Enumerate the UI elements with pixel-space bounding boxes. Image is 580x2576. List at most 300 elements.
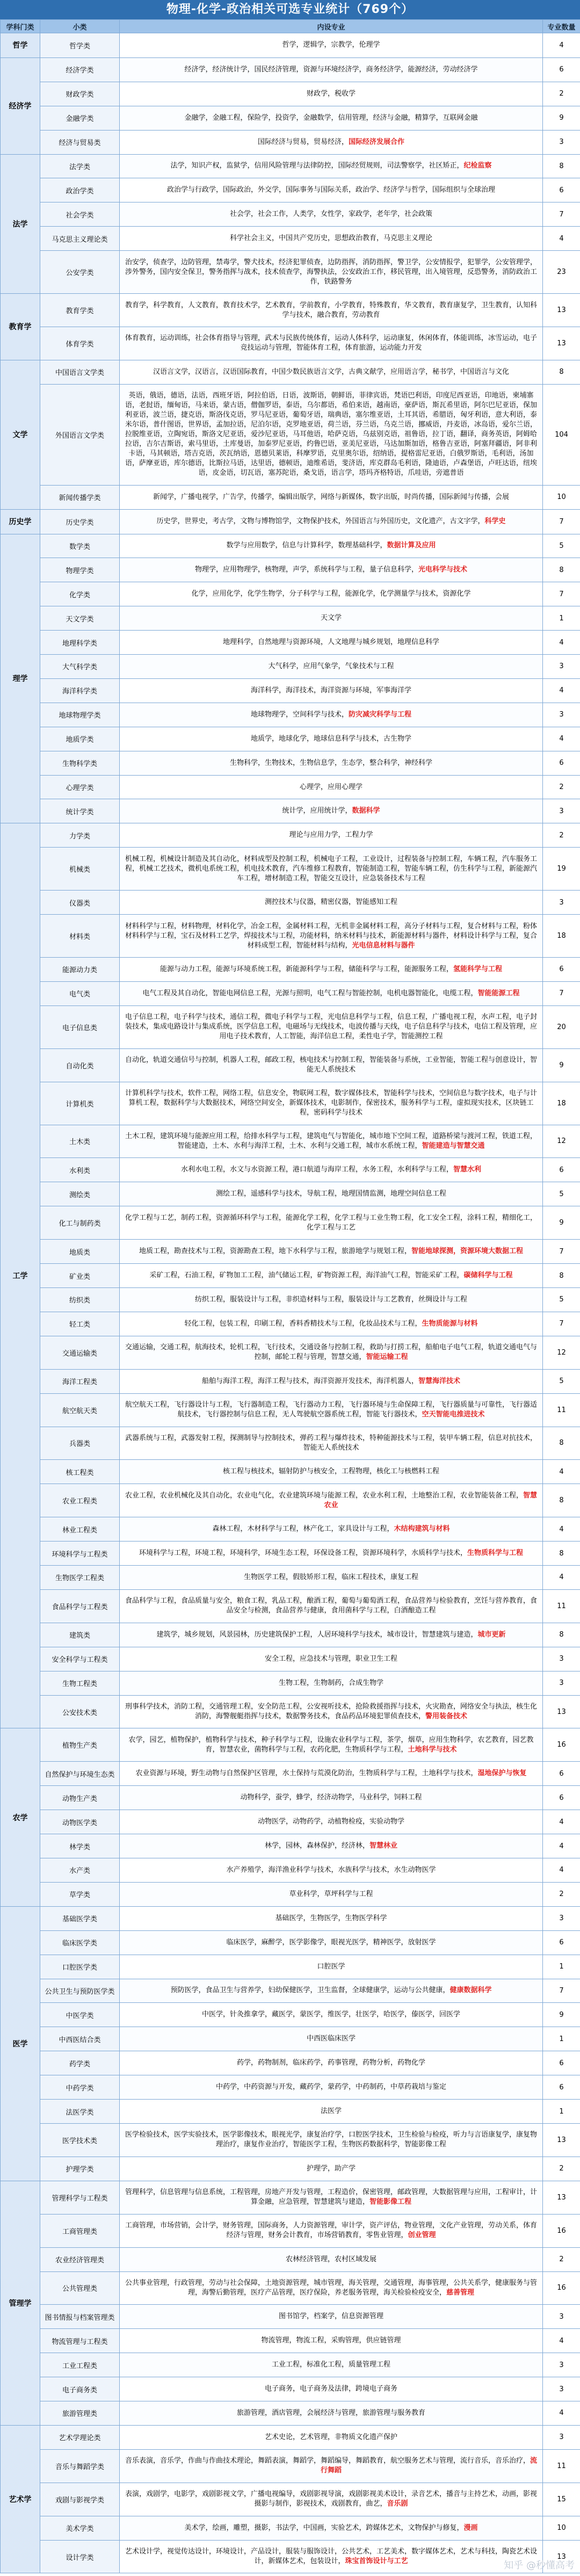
subclass-cell: 兵器类	[40, 1427, 120, 1460]
count-cell: 8	[543, 1427, 580, 1460]
majors-text: 音乐表演，音乐学，作曲与作曲技术理论，舞蹈表演，舞蹈学，舞蹈编导，舞蹈教育，航空服务艺术与管理，流行音乐，音乐治疗，	[125, 2457, 530, 2465]
majors-text: 自动化，轨道交通信号与控制，机器人工程，邮政工程，核电技术与控制工程，智能装备与系统，工业智能，智能工程与创意设计，智能无人系统技术	[125, 1056, 537, 1074]
majors-text: 土木工程，建筑环境与能源应用工程，给排水科学与工程，建筑电气与智能化，城市地下空间工程，道路桥梁与渡河工程，铁道工程，智能建造，土木、水利与海洋工程，土木、水利与交通工程，城市水系统工程，	[125, 1132, 537, 1150]
subclass-cell: 工商管理类	[40, 2214, 120, 2247]
count-cell: 7	[543, 202, 580, 227]
category-cell: 经济学	[1, 57, 40, 154]
table-row	[1, 751, 580, 775]
majors-text: 电子信息工程，电子科学与技术，通信工程，微电子科学与工程，光电信息科学与工程，信息工程，广播电视工程，水声工程，电子封装技术，集成电路设计与集成系统，医学信息工程，电磁场与无线技术，电波传播与天线，电子信息科学与技术，电信工程及管理，应用电子技术教育，人工智能，海洋信息工程，柔性电子学，智能测控工程	[125, 1013, 537, 1041]
count-cell: 6	[543, 751, 580, 775]
majors-text: 材料科学与工程，材料物理，材料化学，冶金工程，金属材料工程，无机非金属材料工程，高分子材料与工程，复合材料与工程，粉体材料科学与工程，宝石及材料工艺学，焊接技术与工程，功能材料，纳米材料与技术，新能源材料与器件，材料设计科学与工程，复合材料成型工程，智能材料与结构，	[125, 922, 537, 950]
table-row	[1, 1589, 580, 1623]
majors-text: 物理学，应用物理学，核物理，声学，系统科学与工程，量子信息科学，	[194, 566, 418, 574]
count-cell: 1	[543, 2027, 580, 2051]
majors-cell	[120, 1542, 543, 1566]
subclass-cell: 生物工程类	[40, 1671, 120, 1695]
new-major-highlight: 智慧水利	[453, 1166, 482, 1174]
subclass-cell: 电子商务类	[40, 2377, 120, 2401]
majors-text: 新闻学，广播电视学，广告学，传播学，编辑出版学，网络与新媒体，数字出版，时尚传播，国际新闻与传播，会展	[153, 493, 509, 501]
majors-text: 医学检验技术，医学实验技术，医学影像技术，眼视光学，康复治疗学，口腔医学技术，卫生检验与检疫，听力与言语康复学，康复物理治疗，康复作业治疗，智能医学工程，生物医药数据科学，智能影像工程	[125, 2131, 537, 2149]
subclass-cell: 公共管理类	[40, 2271, 120, 2305]
table-row	[1, 106, 580, 130]
majors-cell	[120, 1517, 543, 1542]
count-cell: 9	[543, 106, 580, 130]
count-cell: 4	[543, 1858, 580, 1883]
majors-cell	[120, 227, 543, 251]
table-row	[1, 534, 580, 558]
majors-text: 农学，园艺，植物保护，植物科学与技术，种子科学与工程，设施农业科学与工程，茶学，烟草，应用生物科学，农艺教育，园艺教育，智慧农业，菌物科学与工程，农药化肥，生物质科学与工程，	[128, 1735, 534, 1754]
table-row	[1, 178, 580, 202]
majors-text: 大气科学，应用气象学，气象技术与工程	[268, 662, 394, 670]
subclass-cell: 地质学类	[40, 727, 120, 751]
majors-text: 美术学，绘画，雕塑，摄影，书法学，中国画，实验艺术，跨媒体艺术，文物保护与修复，	[184, 2523, 464, 2532]
table-row	[1, 1182, 580, 1206]
majors-cell	[120, 1762, 543, 1786]
table-row	[1, 1312, 580, 1336]
subclass-cell: 中国语言文学类	[40, 360, 120, 384]
majors-text: 治安学，侦查学，边防管理，禁毒学，警犬技术，经济犯罪侦查，边防指挥，消防指挥，警卫学，公安情报学，犯罪学，公安管理学，涉外警务，国内安全保卫，警务指挥与战术，技术侦查学，海警执法，公安政治工作，移民管理，出入境管理，反恐警务，消防政治工作，铁路警务	[125, 258, 537, 286]
count-cell: 3	[543, 2377, 580, 2401]
table-row	[1, 1240, 580, 1264]
table-row	[1, 775, 580, 799]
majors-cell	[120, 2271, 543, 2305]
subclass-cell: 数学类	[40, 534, 120, 558]
table-row	[1, 2075, 580, 2100]
table-row	[1, 1393, 580, 1427]
subclass-cell: 材料类	[40, 915, 120, 958]
count-cell: 15	[543, 2483, 580, 2516]
majors-text: 船舶与海洋工程，海洋工程与技术，海洋资源开发技术，海洋机器人，	[201, 1377, 418, 1385]
table-body	[1, 33, 580, 2573]
majors-text: 林学，园林，森林保护，经济林，	[264, 1842, 369, 1850]
new-major-highlight: 光电信息材料与器件	[352, 941, 415, 950]
count-cell: 2	[543, 2247, 580, 2271]
majors-cell	[120, 33, 543, 58]
majors-cell	[120, 1979, 543, 2003]
count-cell: 4	[543, 678, 580, 703]
majors-cell	[120, 2540, 543, 2573]
majors-text: 安全工程，应急技术与管理，职业卫生工程	[264, 1654, 397, 1663]
subclass-cell: 测绘类	[40, 1182, 120, 1206]
majors-text: 计算机科学与技术，软件工程，网络工程，信息安全，物联网工程，数字媒体技术，智能科学与技术，空间信息与数字技术，电子与计算机工程，数据科学与大数据技术，网络空间安全，新媒体技术，电影制作，保密技术，服务科学与工程，虚拟现实技术，区块链工程，密码科学与技术	[125, 1089, 537, 1117]
majors-text: 农业工程，农业机械化及其自动化，农业电气化，农业建筑环境与能源工程，农业水利工程，土地整治工程，农业智能装备工程，	[125, 1491, 523, 1500]
subclass-cell: 交通运输类	[40, 1336, 120, 1369]
majors-text: 中药学，中药资源与开发，藏药学，蒙药学，中药制药，中草药栽培与鉴定	[215, 2083, 446, 2092]
count-cell: 11	[543, 2449, 580, 2483]
majors-text: 管理科学，信息管理与信息系统，工程管理，房地产开发与管理，工程造价，保密管理，邮政管理，大数据管理与应用，工程审计，计算金融，应急管理，智慧建筑与建造，	[125, 2188, 537, 2206]
count-cell: 4	[543, 1517, 580, 1542]
count-cell: 3	[543, 1647, 580, 1671]
majors-cell	[120, 2157, 543, 2181]
subclass-cell: 仪器类	[40, 891, 120, 915]
count-cell: 13	[543, 2123, 580, 2157]
majors-cell	[120, 1623, 543, 1647]
table-row	[1, 2516, 580, 2540]
category-cell: 管理学	[1, 2181, 40, 2425]
count-cell: 3	[543, 703, 580, 727]
major-table	[0, 19, 580, 2573]
count-cell: 16	[543, 2271, 580, 2305]
subclass-cell: 农业经济管理类	[40, 2247, 120, 2271]
header-count: 专业数量	[543, 20, 580, 33]
subclass-cell: 公共卫生与预防医学类	[40, 1979, 120, 2003]
majors-text: 生物科学，生物技术，生物信息学，生态学，整合科学，神经科学	[229, 758, 432, 767]
count-cell: 18	[543, 915, 580, 958]
table-row	[1, 384, 580, 485]
count-cell: 11	[543, 1589, 580, 1623]
table-row	[1, 1336, 580, 1369]
count-cell: 12	[543, 1336, 580, 1369]
count-cell: 4	[543, 227, 580, 251]
subclass-cell: 物流管理与工程类	[40, 2329, 120, 2353]
majors-cell	[120, 2003, 543, 2027]
subclass-cell: 经济与贸易类	[40, 130, 120, 154]
majors-cell	[120, 202, 543, 227]
table-row	[1, 1158, 580, 1182]
subclass-cell: 临床医学类	[40, 1930, 120, 1955]
count-cell: 7	[543, 1240, 580, 1264]
subclass-cell: 中西医结合类	[40, 2027, 120, 2051]
new-major-highlight: 智慧农业	[324, 1491, 538, 1509]
table-row	[1, 558, 580, 582]
subclass-cell: 基础医学类	[40, 1906, 120, 1930]
majors-cell	[120, 631, 543, 655]
table-row	[1, 57, 580, 82]
majors-cell	[120, 1906, 543, 1930]
table-row	[1, 1542, 580, 1566]
subclass-cell: 农业工程类	[40, 1484, 120, 1517]
majors-text: 食品科学与工程，食品质量与安全，粮食工程，乳品工程，酿酒工程，葡萄与葡萄酒工程，食品营养与检验教育，烹饪与营养教育，食品安全与检测，食品营养与健康，食用菌科学与工程，白酒酿造工程	[125, 1597, 537, 1615]
majors-cell	[120, 178, 543, 202]
count-cell: 4	[543, 1460, 580, 1484]
subclass-cell: 金融学类	[40, 106, 120, 130]
majors-cell	[120, 1427, 543, 1460]
count-cell: 8	[543, 558, 580, 582]
table-row	[1, 1647, 580, 1671]
category-cell: 教育学	[1, 294, 40, 360]
count-cell: 11	[543, 1393, 580, 1427]
count-cell: 6	[543, 2075, 580, 2100]
table-row	[1, 1695, 580, 1728]
count-cell: 7	[543, 981, 580, 1005]
new-major-highlight: 防灾减灾科学与工程	[349, 710, 412, 719]
count-cell: 4	[543, 2401, 580, 2426]
majors-cell	[120, 2449, 543, 2483]
majors-text: 航空航天工程，飞行器设计与工程，飞行器制造工程，飞行器动力工程，飞行器环境与生命保障工程，飞行器质量与可靠性，飞行器适航技术，飞行器控制与信息工程，无人驾驶航空器系统工程，智能飞行器技术，	[125, 1401, 537, 1419]
table-row	[1, 799, 580, 823]
subclass-cell: 社会学类	[40, 202, 120, 227]
new-major-highlight: 创业管理	[408, 2231, 436, 2240]
majors-cell	[120, 1589, 543, 1623]
table-row	[1, 1786, 580, 1810]
table-row	[1, 2425, 580, 2449]
subclass-cell: 大气科学类	[40, 655, 120, 679]
majors-text: 汉语言文学，汉语言，汉语国际教育，中国少数民族语言文学，古典文献学，应用语言学，秘书学，中国语言与文化	[153, 367, 509, 376]
majors-cell	[120, 534, 543, 558]
subclass-cell: 矿业类	[40, 1264, 120, 1288]
majors-cell	[120, 1182, 543, 1206]
majors-text: 森林工程，木材科学与工程，林产化工，家具设计与工程，	[212, 1525, 394, 1533]
count-cell: 13	[543, 2540, 580, 2573]
new-major-highlight: 智能地球探测，资源环境大数据工程	[411, 1247, 524, 1256]
table-row	[1, 294, 580, 327]
count-cell: 9	[543, 1048, 580, 1082]
table-row	[1, 2353, 580, 2377]
majors-cell	[120, 1158, 543, 1182]
majors-cell	[120, 582, 543, 606]
count-cell: 3	[543, 655, 580, 679]
new-major-highlight: 珠宝首饰设计与工艺	[345, 2557, 408, 2566]
table-row	[1, 2100, 580, 2124]
count-cell: 3	[543, 2425, 580, 2449]
majors-cell	[120, 2516, 543, 2540]
table-row	[1, 1858, 580, 1883]
new-major-highlight: 生物质能源与材料	[422, 1319, 478, 1328]
majors-text: 旅游管理，酒店管理，会展经济与管理，旅游管理与服务教育	[236, 2408, 425, 2417]
majors-text: 心理学，应用心理学	[299, 783, 363, 791]
table-row	[1, 823, 580, 848]
table-row	[1, 2329, 580, 2353]
table-row	[1, 509, 580, 534]
subclass-cell: 林业工程类	[40, 1517, 120, 1542]
majors-text: 测控技术与仪器，精密仪器，智能感知工程	[264, 898, 397, 907]
new-major-highlight: 氢能科学与工程	[453, 965, 503, 973]
majors-cell	[120, 2353, 543, 2377]
table-row	[1, 1048, 580, 1082]
subclass-cell: 水利类	[40, 1158, 120, 1182]
table-row	[1, 915, 580, 958]
majors-cell	[120, 1336, 543, 1369]
majors-cell	[120, 384, 543, 485]
count-cell: 6	[543, 1930, 580, 1955]
majors-text: 基础医学，生物医学，生物医学科学	[275, 1914, 387, 1922]
table-row	[1, 2157, 580, 2181]
majors-cell	[120, 2247, 543, 2271]
subclass-cell: 政治学类	[40, 178, 120, 202]
subclass-cell: 林学类	[40, 1834, 120, 1858]
majors-text: 纺织工程，服装设计与工程，非织造材料与工程，服装设计与工艺教育，丝绸设计与工程	[194, 1295, 467, 1304]
majors-text: 地球物理学，空间科学与技术，	[250, 710, 349, 719]
count-cell: 16	[543, 1728, 580, 1762]
subclass-cell: 自动化类	[40, 1048, 120, 1082]
majors-text: 临床医学，麻醉学，医学影像学，眼视光医学，精神医学，放射医学	[226, 1938, 436, 1947]
count-cell: 12	[543, 1125, 580, 1158]
majors-text: 统计学，应用统计学，	[282, 807, 352, 815]
majors-text: 电子商务，电子商务及法律，跨境电子商务	[264, 2385, 397, 2393]
majors-cell	[120, 2027, 543, 2051]
majors-text: 化学，应用化学，化学生物学，分子科学与工程，能源化学，化学测量学与技术，资源化学	[191, 590, 471, 598]
subclass-cell: 纺织类	[40, 1287, 120, 1312]
subclass-cell: 核工程类	[40, 1460, 120, 1484]
count-cell: 104	[543, 384, 580, 485]
count-cell: 8	[543, 1542, 580, 1566]
subclass-cell: 环境科学与工程类	[40, 1542, 120, 1566]
majors-cell	[120, 1671, 543, 1695]
subclass-cell: 设计学类	[40, 2540, 120, 2573]
majors-cell	[120, 1287, 543, 1312]
count-cell: 13	[543, 294, 580, 327]
majors-cell	[120, 2483, 543, 2516]
majors-cell	[120, 360, 543, 384]
new-major-highlight: 光电科学与技术	[418, 566, 468, 574]
subclass-cell: 地理科学类	[40, 631, 120, 655]
table-row	[1, 1264, 580, 1288]
table-row	[1, 1206, 580, 1240]
table-row	[1, 1566, 580, 1590]
subclass-cell: 马克思主义理论类	[40, 227, 120, 251]
majors-text: 历史学，世界史，考古学，文物与博物馆学，文物保护技术，外国语言与外国历史，文化遗产，古文字学，	[156, 517, 485, 526]
subclass-cell: 生物医学工程类	[40, 1566, 120, 1590]
majors-cell	[120, 1460, 543, 1484]
table-row	[1, 727, 580, 751]
count-cell: 8	[543, 154, 580, 178]
table-row	[1, 1882, 580, 1906]
table-row	[1, 703, 580, 727]
new-major-highlight: 智慧海洋技术	[418, 1377, 461, 1385]
table-row	[1, 2247, 580, 2271]
new-major-highlight: 流行舞蹈	[320, 2457, 538, 2475]
count-cell: 4	[543, 1834, 580, 1858]
subclass-cell: 海洋科学类	[40, 678, 120, 703]
majors-text: 公共事业管理，行政管理，劳动与社会保障，土地资源管理，城市管理，海关管理，交通管理，海事管理，公共关系学，健康服务与管理，海警后勤管理，医疗产品管理，医疗保险，养老服务管理，海关检验检疫安全，	[125, 2278, 537, 2297]
count-cell: 5	[543, 534, 580, 558]
count-cell: 7	[543, 509, 580, 534]
count-cell: 9	[543, 1206, 580, 1240]
new-major-highlight: 智能能源工程	[477, 989, 520, 997]
count-cell: 4	[543, 1566, 580, 1590]
majors-text: 化学工程与工艺，制药工程，资源循环科学与工程，能源化学工程，化学工程与工业生物工程，化工安全工程，涂料工程，精细化工，化学工程与工艺	[125, 1213, 537, 1232]
subclass-cell: 食品科学与工程类	[40, 1589, 120, 1623]
table-row	[1, 848, 580, 891]
majors-text: 电气工程及其自动化，智能电网信息工程，光源与照明，电气工程与智能控制，电机电器智能化，电缆工程，	[142, 989, 478, 997]
majors-cell	[120, 485, 543, 509]
subclass-cell: 财政学类	[40, 82, 120, 106]
subclass-cell: 地球物理学类	[40, 703, 120, 727]
subclass-cell: 电气类	[40, 981, 120, 1005]
majors-cell	[120, 751, 543, 775]
table-row	[1, 1671, 580, 1695]
subclass-cell: 植物生产类	[40, 1728, 120, 1762]
majors-cell	[120, 848, 543, 891]
majors-cell	[120, 2329, 543, 2353]
category-cell: 艺术学	[1, 2425, 40, 2573]
subclass-cell: 自然保护与环境生态类	[40, 1762, 120, 1786]
majors-cell	[120, 130, 543, 154]
header-majors: 内设专业	[120, 20, 543, 33]
category-cell: 工学	[1, 823, 40, 1728]
majors-cell	[120, 1484, 543, 1517]
majors-cell	[120, 106, 543, 130]
count-cell: 6	[543, 1158, 580, 1182]
table-row	[1, 154, 580, 178]
subclass-cell: 外国语言文学类	[40, 384, 120, 485]
table-row	[1, 1427, 580, 1460]
majors-cell	[120, 2051, 543, 2075]
count-cell: 10	[543, 2516, 580, 2540]
subclass-cell: 天文学类	[40, 606, 120, 631]
majors-text: 工业工程，标准化工程，质量管理工程	[271, 2361, 390, 2369]
majors-cell	[120, 2425, 543, 2449]
majors-text: 预防医学，食品卫生与营养学，妇幼保健医学，卫生监督，全球健康学，运动与公共健康，	[170, 1986, 450, 1995]
majors-text: 轻化工程，包装工程，印刷工程，香料香精技术与工程，化妆品技术与工程，	[184, 1319, 422, 1328]
majors-text: 物流管理，物流工程，采购管理，供应链管理	[261, 2336, 401, 2345]
count-cell: 8	[543, 360, 580, 384]
majors-text: 表演，戏剧学，电影学，戏剧影视文学，广播电视编导，戏剧影视导演，戏剧影视美术设计，录音艺术，播音与主持艺术，动画，影视摄影与制作，影视技术，戏剧教育，曲艺，	[125, 2490, 537, 2508]
majors-text: 地质工程，勘查技术与工程，资源勘查工程，地下水科学与工程，旅游地学与规划工程，	[139, 1247, 411, 1256]
count-cell: 2	[543, 82, 580, 106]
majors-text: 采矿工程，石油工程，矿物加工工程，油气储运工程，矿物资源工程，海洋油气工程，智能采矿工程，	[149, 1271, 464, 1280]
majors-cell	[120, 1240, 543, 1264]
count-cell: 3	[543, 1671, 580, 1695]
new-major-highlight: 木结构建筑与材料	[394, 1525, 450, 1533]
table-row	[1, 1623, 580, 1647]
majors-cell	[120, 2214, 543, 2247]
majors-cell	[120, 703, 543, 727]
majors-cell	[120, 1206, 543, 1240]
new-major-highlight: 数据计算及应用	[387, 541, 436, 550]
count-cell: 7	[543, 1979, 580, 2003]
category-cell: 农学	[1, 1728, 40, 1906]
table-row	[1, 2123, 580, 2157]
table-row	[1, 631, 580, 655]
subclass-cell: 经济学类	[40, 57, 120, 82]
table-row	[1, 33, 580, 58]
count-cell: 3	[543, 799, 580, 823]
count-cell: 5	[543, 1369, 580, 1393]
category-cell: 医学	[1, 1906, 40, 2181]
majors-cell	[120, 509, 543, 534]
majors-cell	[120, 678, 543, 703]
subclass-cell: 安全科学与工程类	[40, 1647, 120, 1671]
subclass-cell: 能源动力类	[40, 958, 120, 982]
count-cell: 16	[543, 2214, 580, 2247]
subclass-cell: 美术学类	[40, 2516, 120, 2540]
subclass-cell: 历史学类	[40, 509, 120, 534]
count-cell: 6	[543, 178, 580, 202]
count-cell: 7	[543, 582, 580, 606]
subclass-cell: 口腔医学类	[40, 1955, 120, 1979]
table-row	[1, 1728, 580, 1762]
subclass-cell: 水产类	[40, 1858, 120, 1883]
table-row	[1, 2377, 580, 2401]
table-row	[1, 2449, 580, 2483]
majors-text: 口腔医学	[317, 1962, 345, 1971]
count-cell: 9	[543, 2003, 580, 2027]
subclass-cell: 草学类	[40, 1882, 120, 1906]
majors-text: 中医学，针灸推拿学，藏医学，蒙医学，维医学，壮医学，哈医学，傣医学，回医学	[201, 2010, 460, 2019]
table-row	[1, 1979, 580, 2003]
majors-text: 地质学，地球化学，地球信息科学与技术，古生物学	[250, 734, 411, 743]
majors-text: 护理学，助产学	[306, 2164, 356, 2173]
watermark: 知乎 @秒懂高考	[504, 2560, 575, 2571]
table-row	[1, 327, 580, 360]
count-cell: 10	[543, 485, 580, 509]
majors-text: 天文学	[320, 614, 342, 623]
count-cell: 2	[543, 2157, 580, 2181]
subclass-cell: 中药学类	[40, 2075, 120, 2100]
new-major-highlight: 数据科学	[352, 807, 380, 815]
table-row	[1, 1460, 580, 1484]
majors-text: 武器系统与工程，武器发射工程，探测制导与控制技术，弹药工程与爆炸技术，特种能源技术与工程，装甲车辆工程，信息对抗技术，智能无人系统技术	[125, 1434, 537, 1452]
new-major-highlight: 空天智能电推进技术	[422, 1410, 485, 1419]
count-cell: 13	[543, 327, 580, 360]
table-row	[1, 1005, 580, 1048]
category-cell: 理学	[1, 534, 40, 823]
subclass-cell: 图书情报与档案管理类	[40, 2305, 120, 2329]
majors-text: 社会学，社会工作，人类学，女性学，家政学，老年学，社会政策	[229, 210, 432, 219]
majors-cell	[120, 799, 543, 823]
count-cell: 13	[543, 1695, 580, 1728]
